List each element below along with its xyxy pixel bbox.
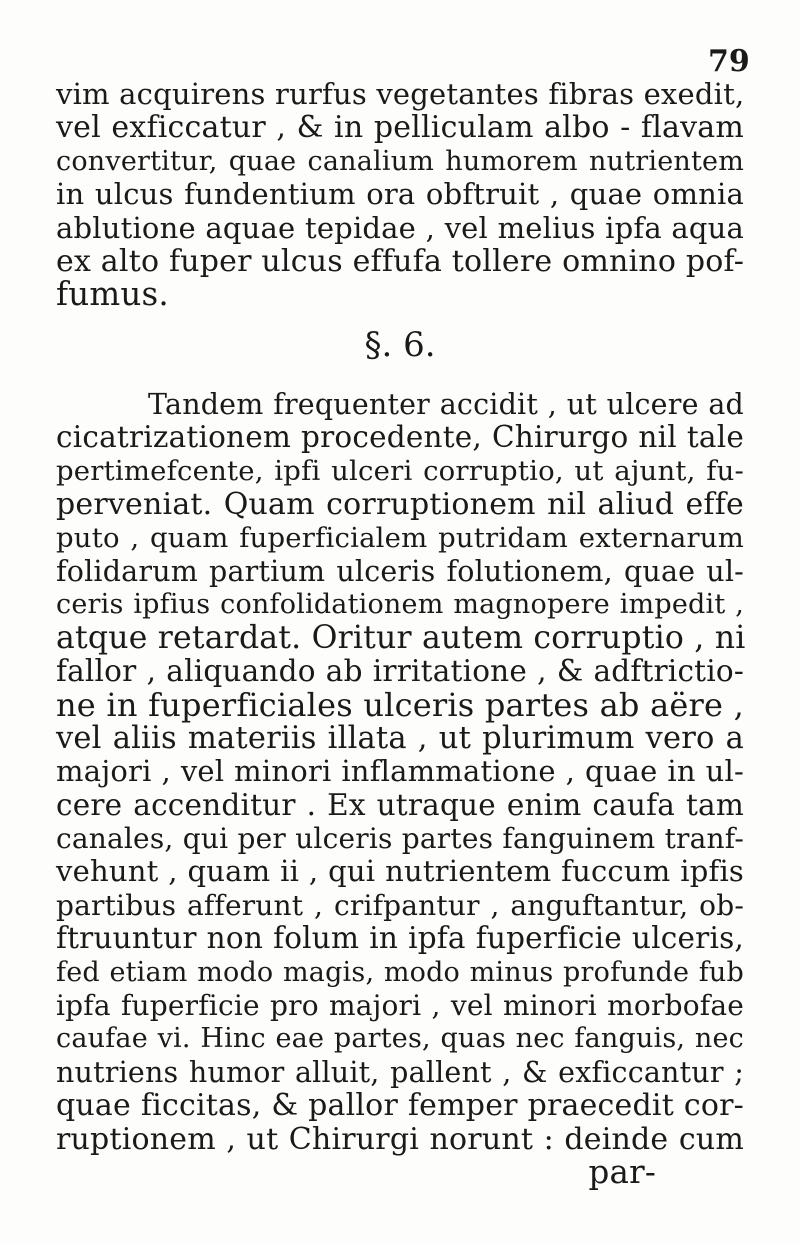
text-line: ne in fuperficiales ulceris partes ab aëre , (56, 685, 744, 724)
text-line: vel aliis materiis illata , ut plurimum vero a (56, 720, 744, 756)
text-line: canales, qui per ulceris partes fanguinem tranf- (56, 822, 744, 856)
catchword: par- (588, 1152, 656, 1191)
text-line: fumus. (56, 275, 169, 314)
text-line: fallor , aliquando ab irritatione , & adftrictio- (56, 654, 744, 689)
text-line: vim acquirens rurfus vegetantes fibras exedit, (56, 77, 745, 111)
text-line: ipfa fuperficie pro majori , vel minori morbofae (56, 989, 744, 1023)
text-line: cicatrizationem procedente, Chirurgo nil tale (56, 420, 744, 455)
text-line: in ulcus fundentium ora obftruit , quae omnia (56, 177, 744, 212)
text-line: caufae vi. Hinc eae partes, quas nec fanguis, nec (56, 1023, 744, 1055)
text-line: ruptionem , ut Chirurgi norunt : deinde cum (56, 1121, 744, 1157)
paragraph-1 (56, 78, 744, 312)
text-line: ceris ipfius confolidationem magnopere impedit , (56, 589, 744, 621)
text-line: pertimefcente, ipfi ulceri corruptio, ut ajunt, fu- (56, 454, 744, 487)
text-line: Tandem frequenter accidit , ut ulcere ad (148, 388, 744, 421)
text-line: ftruuntur non folum in ipfa fuperficie ulceris, (56, 921, 744, 956)
text-line: vehunt , quam ii , qui nutrientem fuccum ipfis (56, 854, 744, 889)
text-line: partibus afferunt , crifpantur , anguftantur, ob- (56, 888, 744, 922)
text-line: convertitur, quae canalium humorem nutrientem (56, 145, 744, 177)
text-line: folidarum partium ulceris folutionem, quae ul- (56, 554, 744, 588)
text-line: ex alto fuper ulcus effufa tollere omnino pof- (56, 243, 745, 279)
paragraph-2 (56, 388, 744, 1189)
text-line: ablutione aquae tepidae , vel melius ipfa aqua (56, 210, 744, 245)
text-line: perveniat. Quam corruptionem nil aliud effe (56, 487, 744, 523)
text-line: fed etiam modo magis, modo minus profunde fub (56, 956, 744, 988)
section-heading: §. 6. (364, 325, 436, 365)
text-line: atque retardat. Oritur autem corruptio , ni (56, 619, 746, 656)
text-line: quae ficcitas, & pallor femper praecedit cor- (56, 1088, 744, 1124)
text-line: majori , vel minori inflammatione , quae in ul- (56, 754, 744, 789)
text-line: vel exficcatur , & in pelliculam albo - flavam (56, 110, 744, 146)
text-line: nutriens humor alluit, pallent , & exficcantur ; (56, 1055, 744, 1089)
text-line: puto , quam fuperficialem putridam externarum (56, 521, 744, 554)
page-number: 79 (708, 44, 750, 79)
text-line: cere accenditur . Ex utraque enim caufa tam (56, 787, 744, 822)
